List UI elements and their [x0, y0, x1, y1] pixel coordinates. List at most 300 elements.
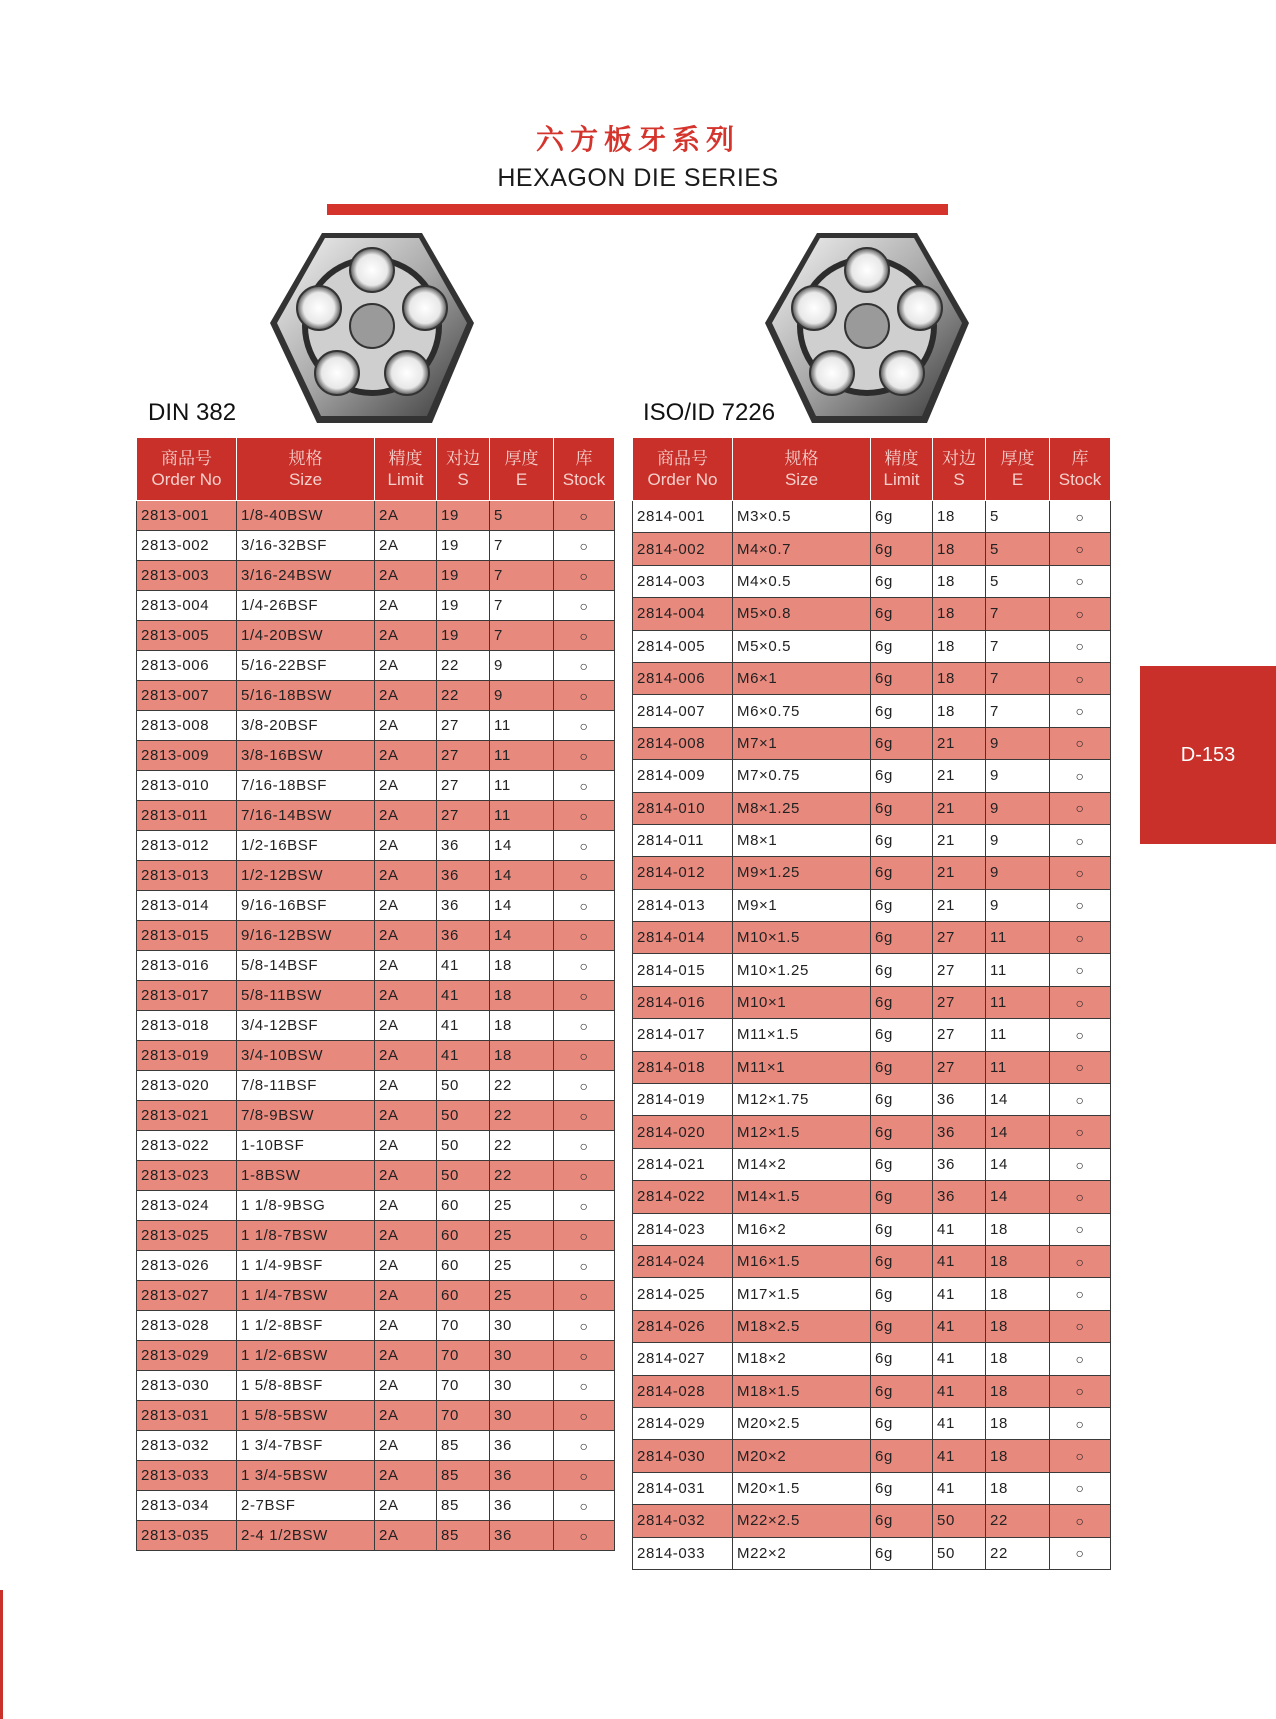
cell-size: M12×1.75	[733, 1084, 871, 1116]
cell-s: 36	[437, 891, 490, 921]
col-limit-cn: 精度	[388, 449, 423, 468]
cell-stock: ○	[1050, 1472, 1111, 1504]
table-row	[633, 727, 1111, 759]
cell-size: 7/8-11BSF	[237, 1071, 375, 1101]
cell-stock: ○	[1050, 1440, 1111, 1472]
cell-order: 2813-004	[137, 591, 237, 621]
cell-order: 2814-004	[633, 598, 733, 630]
cell-size: 5/8-14BSF	[237, 951, 375, 981]
cell-limit: 2A	[375, 1071, 437, 1101]
cell-s: 27	[933, 986, 986, 1018]
cell-e: 11	[490, 801, 554, 831]
cell-stock: ○	[1050, 598, 1111, 630]
cell-stock: ○	[1050, 501, 1111, 533]
cell-limit: 6g	[871, 986, 933, 1018]
cell-limit: 6g	[871, 954, 933, 986]
cell-limit: 2A	[375, 1191, 437, 1221]
cell-order: 2813-007	[137, 681, 237, 711]
col-size-header	[733, 438, 871, 501]
cell-e: 5	[986, 565, 1050, 597]
cell-order: 2813-019	[137, 1041, 237, 1071]
cell-size: M8×1	[733, 824, 871, 856]
cell-limit: 2A	[375, 891, 437, 921]
table-row	[633, 922, 1111, 954]
cell-e: 7	[490, 561, 554, 591]
cell-s: 41	[933, 1310, 986, 1342]
cell-limit: 2A	[375, 741, 437, 771]
table-row	[633, 760, 1111, 792]
cell-order: 2813-013	[137, 861, 237, 891]
col-size-en: Size	[288, 470, 323, 489]
cell-limit: 6g	[871, 501, 933, 533]
cell-order: 2814-015	[633, 954, 733, 986]
cell-e: 11	[490, 771, 554, 801]
cell-e: 9	[986, 792, 1050, 824]
table-row	[633, 565, 1111, 597]
cell-stock: ○	[1050, 922, 1111, 954]
cell-e: 11	[490, 741, 554, 771]
cell-size: 1 1/8-9BSG	[237, 1191, 375, 1221]
cell-s: 36	[933, 1084, 986, 1116]
table-row	[137, 1461, 615, 1491]
cell-e: 7	[490, 591, 554, 621]
cell-e: 11	[986, 1019, 1050, 1051]
cell-size: M18×1.5	[733, 1375, 871, 1407]
cell-e: 14	[490, 891, 554, 921]
cell-limit: 2A	[375, 1251, 437, 1281]
cell-e: 36	[490, 1491, 554, 1521]
cell-s: 85	[437, 1521, 490, 1551]
cell-s: 50	[437, 1161, 490, 1191]
cell-e: 18	[490, 981, 554, 1011]
cell-size: M11×1	[733, 1051, 871, 1083]
table-row	[137, 1101, 615, 1131]
cell-s: 41	[933, 1343, 986, 1375]
cell-size: M14×2	[733, 1148, 871, 1180]
cell-size: M20×2.5	[733, 1407, 871, 1439]
col-order-en: Order No	[647, 470, 718, 489]
cell-limit: 6g	[871, 1310, 933, 1342]
cell-size: M16×1.5	[733, 1245, 871, 1277]
cell-stock: ○	[554, 1431, 615, 1461]
cell-stock: ○	[554, 1191, 615, 1221]
cell-s: 36	[933, 1148, 986, 1180]
cell-e: 11	[986, 1051, 1050, 1083]
cell-order: 2813-005	[137, 621, 237, 651]
cell-size: M7×1	[733, 727, 871, 759]
cell-limit: 2A	[375, 651, 437, 681]
col-e-en: E	[1011, 470, 1024, 489]
cell-s: 70	[437, 1341, 490, 1371]
cell-limit: 6g	[871, 889, 933, 921]
cell-e: 25	[490, 1281, 554, 1311]
cell-size: 3/16-32BSF	[237, 531, 375, 561]
cell-order: 2813-023	[137, 1161, 237, 1191]
cell-limit: 2A	[375, 801, 437, 831]
cell-size: M5×0.8	[733, 598, 871, 630]
cell-limit: 6g	[871, 1245, 933, 1277]
cell-s: 19	[437, 591, 490, 621]
cell-limit: 2A	[375, 1041, 437, 1071]
table-row	[137, 981, 615, 1011]
col-e-cn: 厚度	[1000, 449, 1035, 468]
cell-e: 14	[986, 1116, 1050, 1148]
cell-e: 18	[986, 1245, 1050, 1277]
cell-s: 41	[437, 1011, 490, 1041]
cell-limit: 6g	[871, 1213, 933, 1245]
cell-stock: ○	[554, 1131, 615, 1161]
cell-size: 3/4-10BSW	[237, 1041, 375, 1071]
cell-limit: 2A	[375, 621, 437, 651]
cell-order: 2814-033	[633, 1537, 733, 1569]
cell-e: 9	[986, 760, 1050, 792]
cell-size: M11×1.5	[733, 1019, 871, 1051]
cell-order: 2813-034	[137, 1491, 237, 1521]
title-divider	[327, 204, 948, 215]
din-table-body	[137, 501, 615, 1551]
cell-limit: 6g	[871, 695, 933, 727]
table-row	[633, 954, 1111, 986]
cell-s: 41	[933, 1213, 986, 1245]
cell-order: 2814-023	[633, 1213, 733, 1245]
cell-s: 36	[437, 831, 490, 861]
cell-size: M20×1.5	[733, 1472, 871, 1504]
title-chinese: 六方板牙系列	[535, 123, 740, 156]
cell-s: 19	[437, 621, 490, 651]
cell-s: 18	[933, 598, 986, 630]
cell-stock: ○	[554, 1221, 615, 1251]
cell-size: 1/4-26BSF	[237, 591, 375, 621]
cell-size: M5×0.5	[733, 630, 871, 662]
table-row	[633, 1148, 1111, 1180]
cell-s: 41	[933, 1407, 986, 1439]
cell-limit: 6g	[871, 1537, 933, 1569]
cell-s: 27	[933, 1019, 986, 1051]
cell-e: 14	[490, 921, 554, 951]
cell-size: M3×0.5	[733, 501, 871, 533]
cell-stock: ○	[1050, 533, 1111, 565]
cell-stock: ○	[554, 771, 615, 801]
table-row	[137, 621, 615, 651]
col-limit-cn: 精度	[884, 449, 919, 468]
cell-order: 2814-002	[633, 533, 733, 565]
cell-stock: ○	[554, 1521, 615, 1551]
cell-e: 7	[986, 662, 1050, 694]
cell-limit: 2A	[375, 501, 437, 531]
cell-s: 22	[437, 681, 490, 711]
cell-stock: ○	[554, 1101, 615, 1131]
cell-size: 1/4-20BSW	[237, 621, 375, 651]
cell-stock: ○	[554, 1041, 615, 1071]
cell-size: 5/8-11BSW	[237, 981, 375, 1011]
cell-order: 2813-009	[137, 741, 237, 771]
cell-order: 2813-015	[137, 921, 237, 951]
cell-size: 1 1/4-7BSW	[237, 1281, 375, 1311]
col-stock-header	[554, 438, 615, 501]
cell-order: 2814-026	[633, 1310, 733, 1342]
table-row	[137, 1161, 615, 1191]
col-stock-cn: 库	[1071, 449, 1089, 468]
cell-size: M14×1.5	[733, 1181, 871, 1213]
table-row	[137, 651, 615, 681]
cell-e: 36	[490, 1521, 554, 1551]
hexagon-die-image-din	[267, 228, 477, 428]
col-order-header	[137, 438, 237, 501]
cell-e: 11	[490, 711, 554, 741]
cell-size: M22×2.5	[733, 1505, 871, 1537]
cell-s: 85	[437, 1431, 490, 1461]
cell-e: 30	[490, 1371, 554, 1401]
cell-e: 25	[490, 1221, 554, 1251]
table-row	[633, 1310, 1111, 1342]
cell-size: 5/16-18BSW	[237, 681, 375, 711]
cell-stock: ○	[554, 1251, 615, 1281]
cell-size: 9/16-16BSF	[237, 891, 375, 921]
cell-size: 3/8-20BSF	[237, 711, 375, 741]
cell-size: M4×0.7	[733, 533, 871, 565]
cell-s: 60	[437, 1221, 490, 1251]
table-row	[137, 501, 615, 531]
cell-s: 21	[933, 792, 986, 824]
col-size-cn: 规格	[784, 449, 819, 468]
table-header-row	[633, 438, 1111, 501]
cell-e: 9	[986, 727, 1050, 759]
cell-e: 14	[490, 831, 554, 861]
cell-e: 14	[986, 1181, 1050, 1213]
table-row	[633, 1375, 1111, 1407]
cell-stock: ○	[1050, 986, 1111, 1018]
cell-size: M6×0.75	[733, 695, 871, 727]
table-row	[633, 1407, 1111, 1439]
cell-size: 3/4-12BSF	[237, 1011, 375, 1041]
table-row	[137, 711, 615, 741]
table-row	[633, 1537, 1111, 1569]
table-row	[633, 1278, 1111, 1310]
cell-s: 85	[437, 1491, 490, 1521]
cell-e: 22	[490, 1131, 554, 1161]
cell-s: 18	[933, 662, 986, 694]
cell-order: 2814-008	[633, 727, 733, 759]
cell-limit: 2A	[375, 531, 437, 561]
cell-stock: ○	[1050, 1407, 1111, 1439]
cell-order: 2814-014	[633, 922, 733, 954]
cell-s: 50	[437, 1131, 490, 1161]
cell-stock: ○	[554, 1281, 615, 1311]
col-stock-en: Stock	[1058, 470, 1102, 489]
cell-size: 1 3/4-5BSW	[237, 1461, 375, 1491]
cell-e: 18	[986, 1213, 1050, 1245]
cell-e: 18	[986, 1278, 1050, 1310]
cell-size: M12×1.5	[733, 1116, 871, 1148]
table-row	[137, 1341, 615, 1371]
title-english: HEXAGON DIE SERIES	[497, 164, 779, 192]
cell-s: 70	[437, 1371, 490, 1401]
cell-e: 11	[986, 922, 1050, 954]
table-row	[137, 1041, 615, 1071]
standard-label-iso: ISO/ID 7226	[643, 399, 776, 426]
cell-order: 2814-001	[633, 501, 733, 533]
table-row	[137, 831, 615, 861]
cell-e: 11	[986, 986, 1050, 1018]
cell-stock: ○	[1050, 954, 1111, 986]
table-row	[137, 561, 615, 591]
cell-order: 2813-012	[137, 831, 237, 861]
cell-order: 2814-016	[633, 986, 733, 1018]
cell-size: M18×2.5	[733, 1310, 871, 1342]
cell-limit: 2A	[375, 1491, 437, 1521]
cell-s: 36	[437, 921, 490, 951]
col-s-en: S	[953, 470, 965, 489]
cell-s: 18	[933, 630, 986, 662]
cell-s: 27	[437, 711, 490, 741]
cell-order: 2814-027	[633, 1343, 733, 1375]
cell-e: 25	[490, 1251, 554, 1281]
cell-limit: 6g	[871, 1375, 933, 1407]
cell-stock: ○	[1050, 1019, 1111, 1051]
cell-e: 18	[490, 951, 554, 981]
cell-stock: ○	[554, 651, 615, 681]
col-size-cn: 规格	[288, 449, 323, 468]
cell-size: 1 1/8-7BSW	[237, 1221, 375, 1251]
table-row	[137, 891, 615, 921]
col-order-header	[633, 438, 733, 501]
table-row	[137, 741, 615, 771]
cell-stock: ○	[554, 1311, 615, 1341]
cell-size: 3/16-24BSW	[237, 561, 375, 591]
cell-stock: ○	[554, 621, 615, 651]
cell-s: 41	[933, 1472, 986, 1504]
cell-limit: 2A	[375, 831, 437, 861]
cell-order: 2813-006	[137, 651, 237, 681]
cell-size: M8×1.25	[733, 792, 871, 824]
cell-size: M9×1.25	[733, 857, 871, 889]
table-row	[633, 501, 1111, 533]
col-size-header	[237, 438, 375, 501]
cell-limit: 2A	[375, 1161, 437, 1191]
cell-limit: 6g	[871, 1019, 933, 1051]
cell-e: 9	[986, 889, 1050, 921]
cell-limit: 6g	[871, 1407, 933, 1439]
cell-size: 1/2-16BSF	[237, 831, 375, 861]
cell-limit: 6g	[871, 1051, 933, 1083]
cell-e: 18	[986, 1343, 1050, 1375]
cell-e: 9	[490, 681, 554, 711]
table-row	[633, 533, 1111, 565]
cell-stock: ○	[1050, 1310, 1111, 1342]
cell-limit: 6g	[871, 1181, 933, 1213]
cell-stock: ○	[1050, 1213, 1111, 1245]
cell-order: 2813-003	[137, 561, 237, 591]
cell-stock: ○	[554, 1461, 615, 1491]
cell-e: 11	[986, 954, 1050, 986]
table-row	[633, 1019, 1111, 1051]
col-s-header	[933, 438, 986, 501]
cell-stock: ○	[554, 981, 615, 1011]
cell-s: 60	[437, 1281, 490, 1311]
cell-limit: 6g	[871, 1343, 933, 1375]
cell-limit: 2A	[375, 921, 437, 951]
cell-e: 9	[986, 824, 1050, 856]
cell-order: 2813-018	[137, 1011, 237, 1041]
cell-stock: ○	[1050, 630, 1111, 662]
cell-e: 7	[986, 695, 1050, 727]
cell-stock: ○	[1050, 1148, 1111, 1180]
table-row	[633, 824, 1111, 856]
cell-order: 2814-009	[633, 760, 733, 792]
cell-limit: 2A	[375, 1401, 437, 1431]
cell-size: 7/16-14BSW	[237, 801, 375, 831]
table-row	[633, 1213, 1111, 1245]
cell-e: 7	[490, 531, 554, 561]
table-row	[137, 1251, 615, 1281]
cell-size: M22×2	[733, 1537, 871, 1569]
col-order-cn: 商品号	[657, 449, 708, 468]
cell-e: 18	[490, 1041, 554, 1071]
table-row	[137, 1191, 615, 1221]
table-row	[633, 1343, 1111, 1375]
cell-size: M4×0.5	[733, 565, 871, 597]
cell-stock: ○	[554, 591, 615, 621]
cell-stock: ○	[1050, 1116, 1111, 1148]
cell-order: 2814-022	[633, 1181, 733, 1213]
cell-e: 22	[986, 1505, 1050, 1537]
cell-stock: ○	[1050, 1051, 1111, 1083]
cell-s: 21	[933, 824, 986, 856]
cell-limit: 2A	[375, 1461, 437, 1491]
table-row	[137, 951, 615, 981]
cell-s: 60	[437, 1191, 490, 1221]
cell-limit: 2A	[375, 1101, 437, 1131]
cell-order: 2814-005	[633, 630, 733, 662]
table-row	[633, 1084, 1111, 1116]
cell-size: 1-10BSF	[237, 1131, 375, 1161]
cell-s: 18	[933, 501, 986, 533]
cell-limit: 6g	[871, 857, 933, 889]
cell-stock: ○	[554, 1071, 615, 1101]
table-row	[137, 1221, 615, 1251]
col-order-cn: 商品号	[161, 449, 212, 468]
cell-order: 2814-028	[633, 1375, 733, 1407]
cell-size: 2-4 1/2BSW	[237, 1521, 375, 1551]
cell-stock: ○	[1050, 792, 1111, 824]
col-e-header	[490, 438, 554, 501]
cell-stock: ○	[554, 861, 615, 891]
cell-limit: 6g	[871, 792, 933, 824]
cell-order: 2813-021	[137, 1101, 237, 1131]
table-header-row	[137, 438, 615, 501]
cell-order: 2813-030	[137, 1371, 237, 1401]
cell-limit: 2A	[375, 1341, 437, 1371]
cell-e: 7	[490, 621, 554, 651]
col-s-cn: 对边	[942, 449, 976, 468]
table-row	[633, 1245, 1111, 1277]
cell-limit: 6g	[871, 727, 933, 759]
cell-e: 25	[490, 1191, 554, 1221]
cell-order: 2813-024	[137, 1191, 237, 1221]
cell-order: 2814-013	[633, 889, 733, 921]
cell-limit: 2A	[375, 1431, 437, 1461]
cell-s: 50	[933, 1537, 986, 1569]
cell-size: M17×1.5	[733, 1278, 871, 1310]
cell-size: 1/2-12BSW	[237, 861, 375, 891]
cell-order: 2814-006	[633, 662, 733, 694]
table-row	[633, 986, 1111, 1018]
cell-order: 2814-018	[633, 1051, 733, 1083]
cell-s: 21	[933, 760, 986, 792]
cell-stock: ○	[1050, 727, 1111, 759]
cell-limit: 2A	[375, 1221, 437, 1251]
cell-s: 19	[437, 501, 490, 531]
